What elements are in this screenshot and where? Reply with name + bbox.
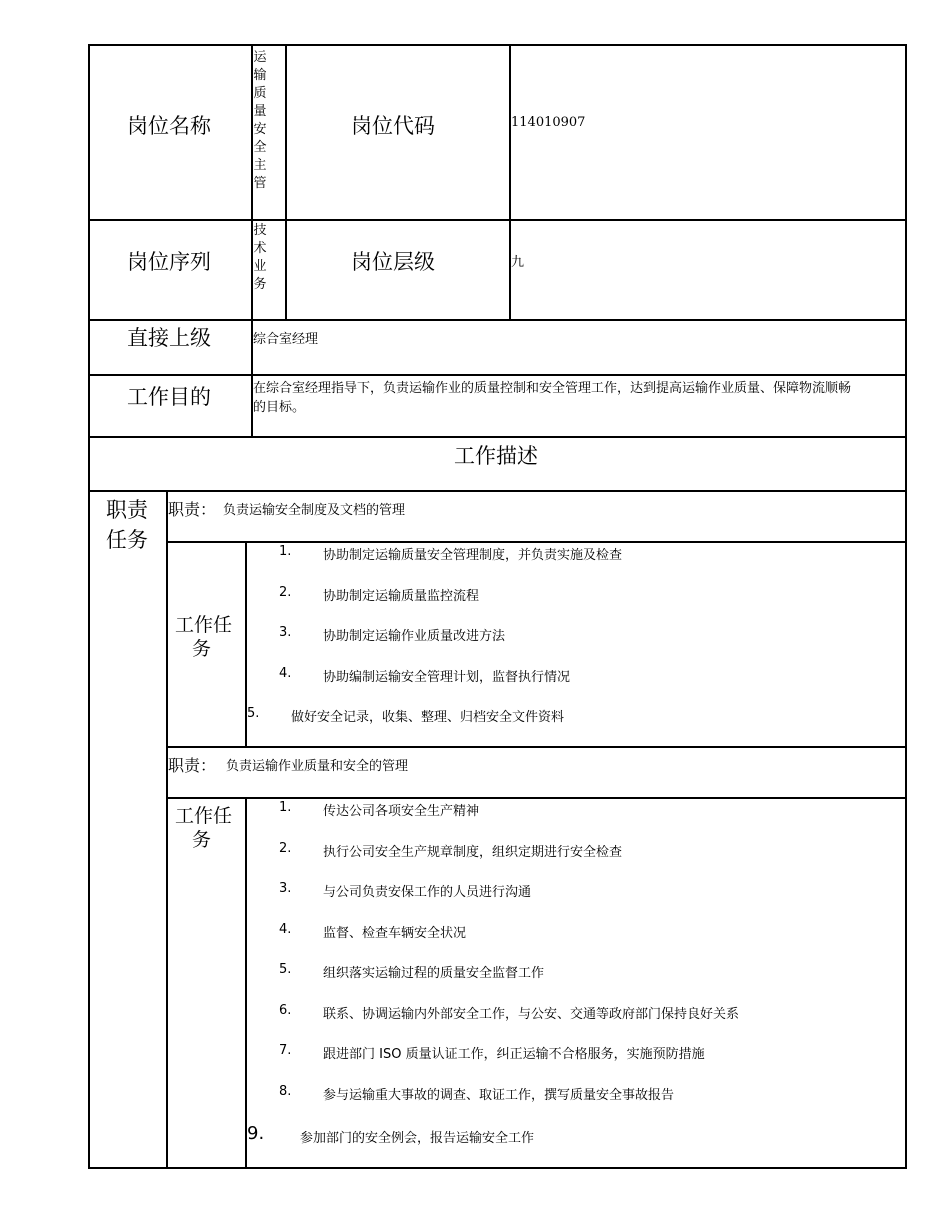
post-code-value: 114010907 [511,115,586,130]
task-number: 9. [247,1123,265,1144]
task-item: 传达公司各项安全生产精神 [323,804,480,819]
task-number: 1. [279,800,292,815]
task-item: 执行公司安全生产规章制度，组织定期进行安全检查 [323,845,623,860]
task-number: 3. [279,881,292,896]
task-number: 4. [279,666,292,681]
task-item: 与公司负责安保工作的人员进行沟通 [323,885,532,900]
task-number: 8. [279,1084,292,1099]
superior-value: 综合室经理 [253,332,319,347]
post-name-value: 运输质量安全主管 [253,50,267,191]
description-title: 工作描述 [454,444,538,468]
task-item: 协助制定运输质量安全管理制度，并负责实施及检查 [323,548,623,563]
post-level-value: 九 [511,255,525,270]
task-item: 参与运输重大事故的调查、取证工作，撰写质量安全事故报告 [323,1088,675,1103]
duty-2-task-label-line-2: 务 [192,829,212,851]
task-number: 1. [279,544,292,559]
post-name-label: 岗位名称 [127,114,211,138]
task-item: 协助制定运输质量监控流程 [323,589,480,604]
post-code-label: 岗位代码 [351,114,435,138]
duties-label-line-2: 任务 [106,528,148,552]
task-number: 2. [279,841,292,856]
task-item: 监督、检查车辆安全状况 [323,926,467,941]
duty-1-task-label-line-2: 务 [192,638,212,660]
superior-label: 直接上级 [127,326,211,350]
task-number: 6. [279,1003,292,1018]
purpose-line-1: 在综合室经理指导下，负责运输作业的质量控制和安全管理工作，达到提高运输作业质量、保障物流顺畅 [253,381,852,396]
duty-1-text: 负责运输安全制度及文档的管理 [223,503,406,518]
purpose-label: 工作目的 [127,385,211,409]
post-level-label: 岗位层级 [351,250,435,274]
purpose-line-2: 的目标。 [253,400,306,415]
post-sequence-label: 岗位序列 [127,250,211,274]
task-item: 做好安全记录，收集、整理、归档安全文件资料 [291,710,565,725]
duty-1-prefix: 职责： [168,500,217,519]
task-item: 协助制定运输作业质量改进方法 [323,629,506,644]
task-number: 2. [279,585,292,600]
post-sequence-value: 技术业务 [253,223,267,292]
task-item: 协助编制运输安全管理计划，监督执行情况 [323,670,571,685]
duty-2-text: 负责运输作业质量和安全的管理 [226,759,409,774]
task-number: 7. [279,1043,292,1058]
task-item: 组织落实运输过程的质量安全监督工作 [323,966,545,981]
task-number: 5. [247,706,260,721]
duties-label-line-1: 职责 [106,498,148,522]
task-item: 参加部门的安全例会，报告运输安全工作 [300,1131,535,1146]
duty-2-task-label-line-1: 工作任 [175,805,233,827]
task-item: 联系、协调运输内外部安全工作，与公安、交通等政府部门保持良好关系 [323,1007,740,1022]
duty-1-task-label-line-1: 工作任 [175,614,233,636]
task-number: 3. [279,625,292,640]
task-item: 跟进部门 ISO 质量认证工作，纠正运输不合格服务，实施预防措施 [323,1047,705,1062]
duty-2-prefix: 职责： [168,756,217,775]
task-number: 5. [279,962,292,977]
task-number: 4. [279,922,292,937]
